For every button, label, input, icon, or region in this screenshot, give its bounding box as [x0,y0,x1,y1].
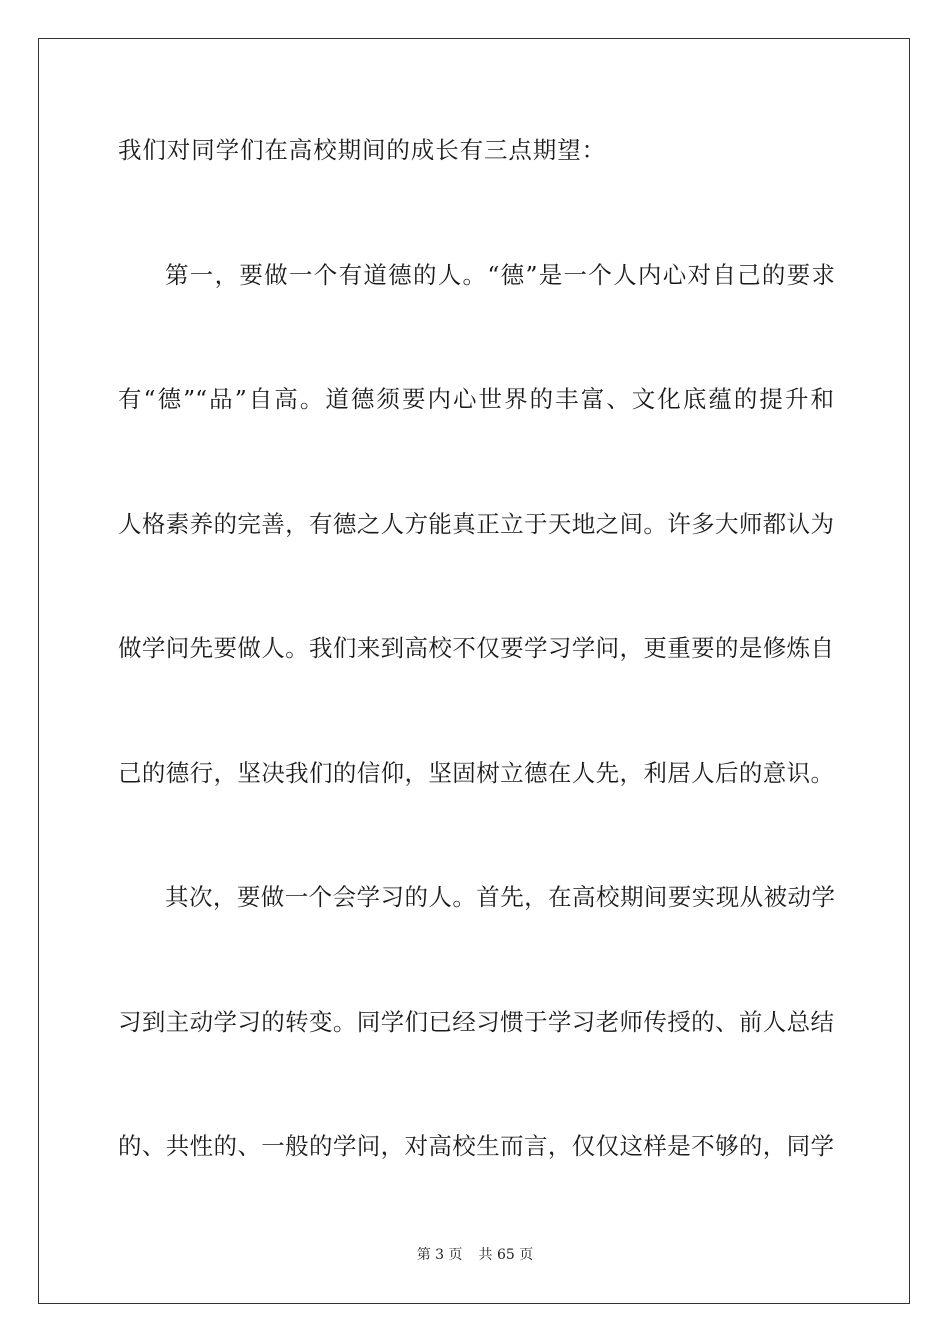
text-line: 习到主动学习的转变。同学们已经习惯于学习老师传授的、前人总结 [118,1008,834,1036]
current-page-number: 第 3 页 [416,1247,463,1263]
page-border [38,38,910,1304]
page-footer [0,1246,950,1264]
text-line: 人格素养的完善，有德之人方能真正立于天地之间。许多大师都认为 [118,510,834,538]
text-line: 有“德”“品”自高。道德须要内心世界的丰富、文化底蕴的提升和 [118,385,834,413]
text-line: 我们对同学们在高校期间的成长有三点期望： [118,136,606,164]
text-line: 其次，要做一个会学习的人。首先，在高校期间要实现从被动学 [165,883,835,911]
text-line: 己的德行，坚决我们的信仰，坚固树立德在人先，利居人后的意识。 [118,759,834,787]
text-line: 第一，要做一个有道德的人。“德”是一个人内心对自己的要求 [165,261,835,289]
total-page-count: 共 65 页 [478,1247,534,1263]
text-line: 做学问先要做人。我们来到高校不仅要学习学问，更重要的是修炼自 [118,634,834,662]
text-line: 的、共性的、一般的学问，对高校生而言，仅仅这样是不够的，同学 [118,1132,834,1160]
